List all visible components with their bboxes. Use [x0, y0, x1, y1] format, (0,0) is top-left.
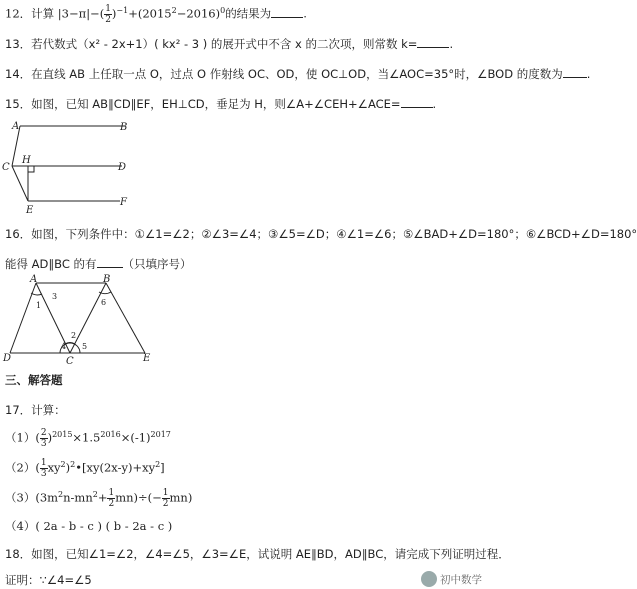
label-c: C — [2, 162, 10, 173]
label-e: E — [143, 353, 151, 364]
question-16-conditions: 16．如图，下列条件中：①∠1=∠2；②∠3=∠4；③∠5=∠D；④∠1=∠6；⑤∠BAD+∠D=180°；⑥∠BCD+∠D=180° — [5, 227, 637, 241]
angle-6-label: 6 — [101, 298, 107, 307]
label-a: A — [30, 274, 38, 285]
label-e: E — [26, 205, 34, 216]
question-13: 13．若代数式（x² - 2x+1）( kx² - 3 ) 的展开式中不含 x 的二次项，则常数 k= . — [5, 37, 454, 51]
answer-blank — [271, 6, 303, 18]
answer-blank — [563, 66, 587, 78]
fraction: $\frac{1}{2}$ — [105, 4, 111, 25]
label-d: D — [3, 353, 12, 364]
wechat-logo-icon — [421, 571, 437, 587]
fraction: $\frac{1}{2}$ — [162, 488, 169, 509]
section-heading: 三、解答题 — [5, 373, 63, 387]
question-18: 18．如图，已知∠1=∠2，∠4=∠5，∠3=∠E，试说明 AE∥BD，AD∥BC，请完成下列证明过程． — [5, 547, 510, 561]
question-17-part-2: （2）( $\frac{1}{3}$ $xy^2)^2•[xy(2x-y)+xy^2]$ — [5, 458, 165, 479]
question-17-part-4: （4）( 2a - b - c ) ( b - 2a - c ) — [5, 519, 173, 533]
answer-blank — [401, 96, 433, 108]
label-f: F — [120, 197, 127, 208]
question-16-prompt: 能得 AD∥BC 的有 （只填序号） — [5, 257, 192, 271]
angle-1-label: 1 — [36, 301, 42, 310]
right-angle-mark — [28, 166, 34, 172]
figure-15 — [0, 118, 140, 218]
question-17-part-3: $(3)(3m^2n-mn^2+$ $\frac{1}{2}$ mn)÷(− $\frac{1}{2}$ mn) — [5, 488, 193, 509]
fraction: $\frac{2}{3}$ — [40, 428, 47, 449]
line-ac — [12, 126, 20, 166]
question-12: 12．计算 |3−π|−( $\frac{1}{2}$ )$^{-1}+(2015^2-2016)^0$的结果为 . — [5, 4, 307, 25]
label-c: C — [66, 356, 74, 367]
angle-4-label: 4 — [61, 342, 67, 351]
line-ce — [12, 166, 28, 201]
answer-blank — [97, 256, 123, 268]
line-be — [106, 283, 145, 353]
angle-3-label: 3 — [52, 292, 58, 301]
question-17-part-1: （1）( $\frac{2}{3}$ )$^{2015}\times 1.5^{2016}\times(-1)^{2017}$ — [5, 428, 171, 449]
angle-2-label: 2 — [71, 331, 77, 340]
watermark: 初中数学 — [421, 571, 482, 587]
fraction: $\frac{1}{2}$ — [108, 488, 115, 509]
question-17-title: 17．计算： — [5, 403, 66, 417]
fraction: $\frac{1}{3}$ — [40, 458, 47, 479]
angle-5-label: 5 — [82, 342, 88, 351]
question-15: 15．如图，已知 AB∥CD∥EF，EH⊥CD，垂足为 H，则∠A+∠CEH+∠ACE= . — [5, 97, 437, 111]
label-d: D — [118, 162, 127, 173]
question-14: 14．在直线 AB 上任取一点 O，过点 O 作射线 OC、OD，使 OC⊥OD，当∠AOC=35°时，∠BOD 的度数为 . — [5, 67, 591, 81]
label-b: B — [120, 122, 128, 133]
label-h: H — [22, 155, 31, 166]
figure-16 — [0, 275, 160, 365]
line-bc — [70, 283, 106, 353]
label-a: A — [12, 121, 20, 132]
label-b: B — [103, 274, 111, 285]
proof-start: 证明：∵∠4=∠5 — [5, 573, 92, 587]
answer-blank — [417, 36, 449, 48]
